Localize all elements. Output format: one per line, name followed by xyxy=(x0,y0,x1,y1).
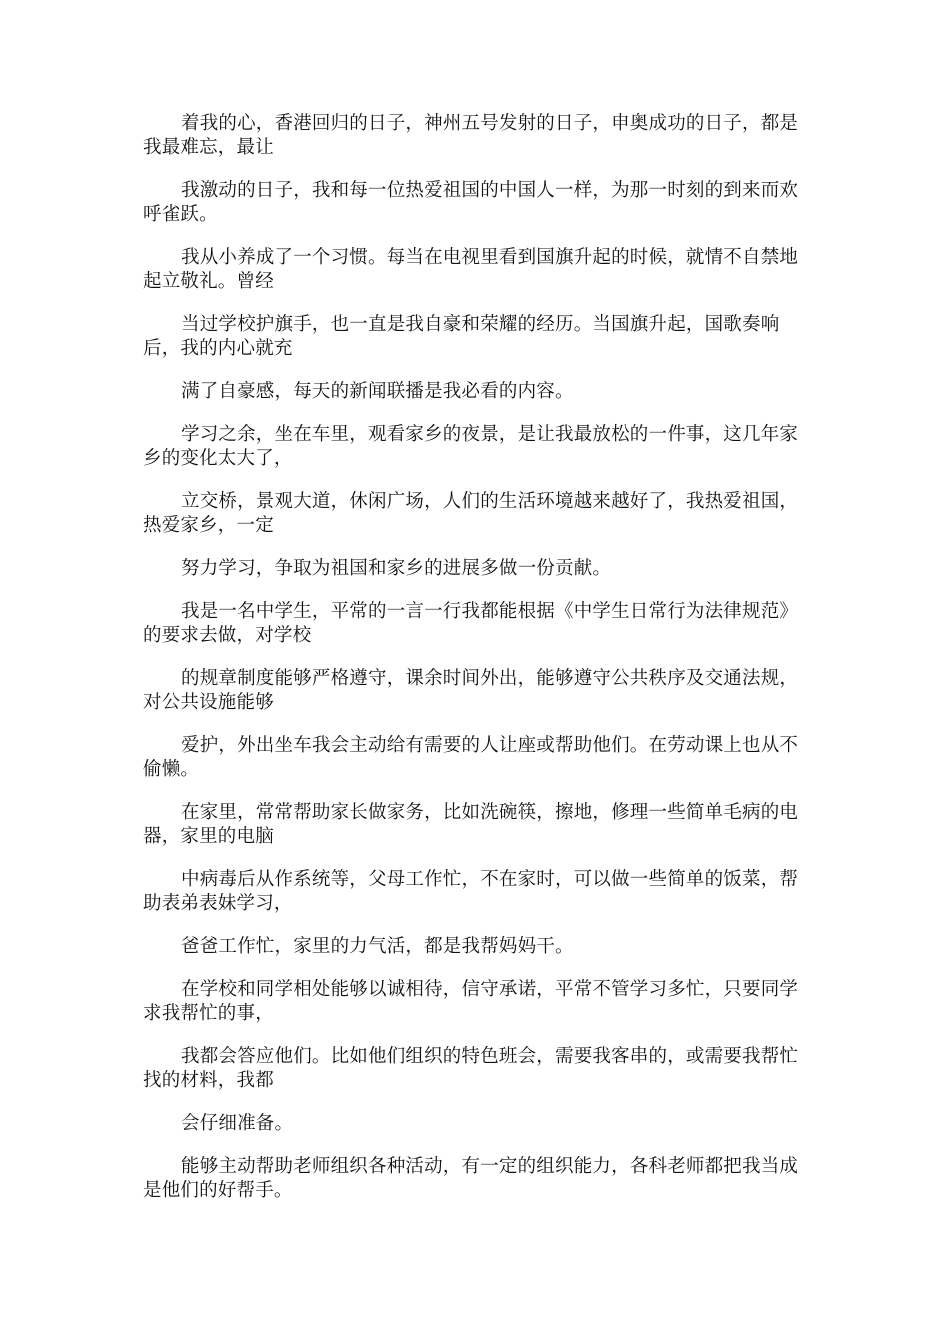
paragraph: 着我的心，香港回归的日子，神州五号发射的日子，申奥成功的日子，都是我最难忘，最让 xyxy=(143,113,799,158)
paragraph: 爱护，外出坐车我会主动给有需要的人让座或帮助他们。在劳动课上也从不偷懒。 xyxy=(143,735,799,780)
paragraph: 努力学习，争取为祖国和家乡的进展多做一份贡献。 xyxy=(181,558,612,579)
paragraph: 能够主动帮助老师组织各种活动，有一定的组织能力，各科老师都把我当成是他们的好帮手。 xyxy=(143,1156,799,1201)
paragraph: 我是一名中学生，平常的一言一行我都能根据《中学生日常行为法律规范》的要求去做，对学校 xyxy=(143,601,799,646)
paragraph: 学习之余，坐在车里，观看家乡的夜景，是让我最放松的一件事，这几年家乡的变化太大了， xyxy=(143,424,799,469)
paragraph: 在家里，常常帮助家长做家务，比如洗碗筷，擦地，修理一些简单毛病的电器，家里的电脑 xyxy=(143,802,799,847)
paragraph: 爸爸工作忙，家里的力气活，都是我帮妈妈干。 xyxy=(181,936,574,957)
document-body xyxy=(143,112,803,1222)
paragraph: 我激动的日子，我和每一位热爱祖国的中国人一样，为那一时刻的到来而欢呼雀跃。 xyxy=(143,180,799,225)
paragraph: 的规章制度能够严格遵守，课余时间外出，能够遵守公共秩序及交通法规，对公共设施能够 xyxy=(143,668,799,713)
paragraph: 当过学校护旗手，也一直是我自豪和荣耀的经历。当国旗升起，国歌奏响后，我的内心就充 xyxy=(143,314,780,359)
paragraph: 中病毒后从作系统等，父母工作忙，不在家时，可以做一些简单的饭菜，帮助表弟表妹学习， xyxy=(143,869,799,914)
paragraph: 我都会答应他们。比如他们组织的特色班会，需要我客串的，或需要我帮忙找的材料，我都 xyxy=(143,1046,799,1091)
paragraph: 我从小养成了一个习惯。每当在电视里看到国旗升起的时候，就情不自禁地起立敬礼。曾经 xyxy=(143,247,799,292)
paragraph: 满了自豪感，每天的新闻联播是我必看的内容。 xyxy=(181,381,574,402)
paragraph: 立交桥，景观大道，休闲广场，人们的生活环境越来越好了，我热爱祖国，热爱家乡，一定 xyxy=(143,491,799,536)
paragraph: 会仔细准备。 xyxy=(181,1113,294,1134)
paragraph: 在学校和同学相处能够以诚相待，信守承诺，平常不管学习多忙，只要同学求我帮忙的事， xyxy=(143,979,799,1024)
